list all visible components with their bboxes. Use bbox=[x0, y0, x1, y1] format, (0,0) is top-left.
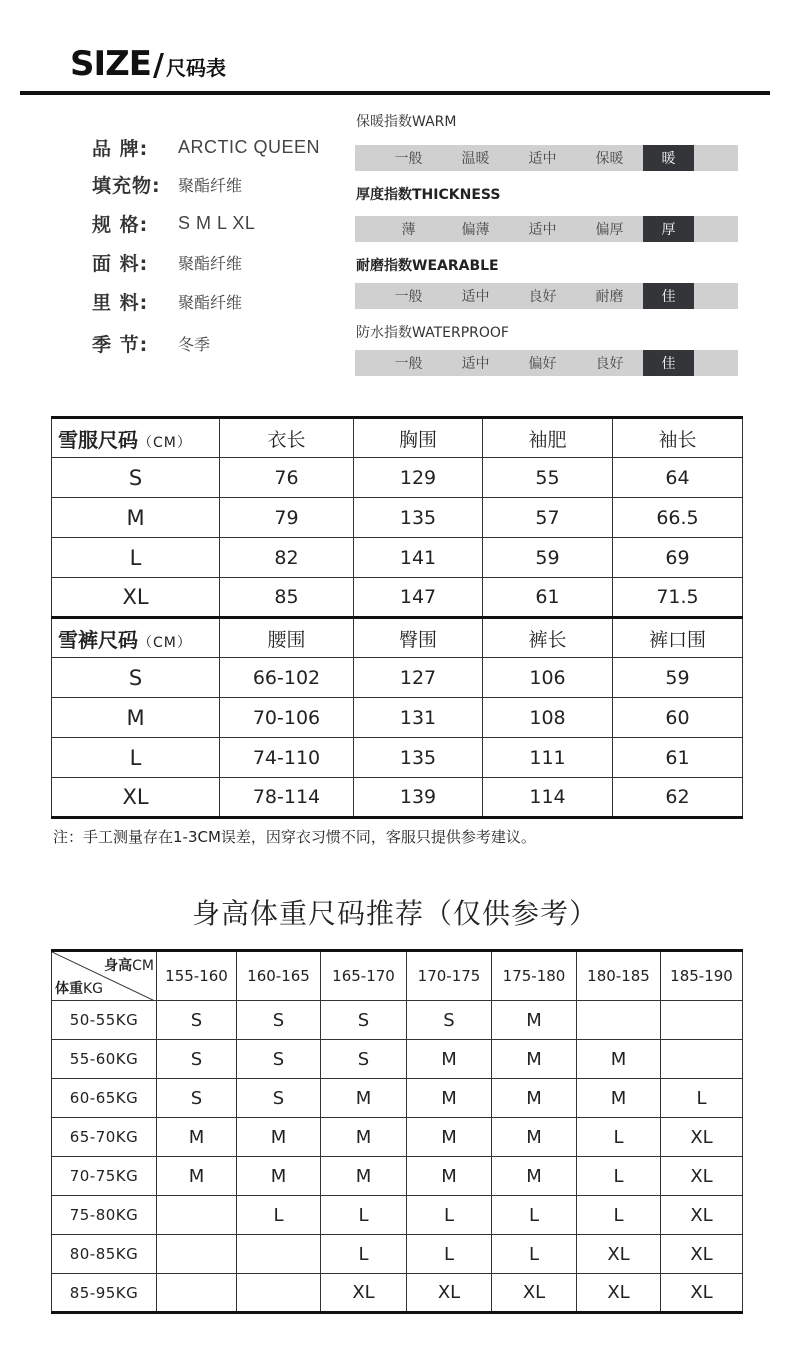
table-cell: 66-102 bbox=[220, 658, 354, 698]
table-cell: 60 bbox=[613, 698, 743, 738]
spec-brand bbox=[92, 134, 320, 161]
size-cell: S bbox=[237, 1079, 321, 1118]
size-cell: L bbox=[237, 1196, 321, 1235]
index-level: 一般 bbox=[394, 289, 423, 305]
size-cell: M bbox=[492, 1118, 577, 1157]
height-column-header: 160-165 bbox=[237, 951, 321, 1001]
spec-label: 里 料: bbox=[92, 292, 149, 314]
size-cell bbox=[157, 1274, 237, 1313]
height-column-header: 165-170 bbox=[321, 951, 407, 1001]
size-cell: M bbox=[407, 1079, 492, 1118]
size-label: M bbox=[52, 698, 220, 738]
weight-axis-label bbox=[55, 978, 103, 998]
size-cell bbox=[237, 1274, 321, 1313]
jacket-header-row bbox=[52, 418, 743, 458]
size-cell bbox=[661, 1040, 743, 1079]
size-cell: S bbox=[157, 1040, 237, 1079]
size-cell: XL bbox=[661, 1157, 743, 1196]
size-cell: S bbox=[321, 1040, 407, 1079]
table-cell: 62 bbox=[613, 778, 743, 818]
table-cell: 106 bbox=[483, 658, 613, 698]
size-cell: XL bbox=[492, 1274, 577, 1313]
size-label: XL bbox=[52, 778, 220, 818]
spec-label: 品 牌: bbox=[92, 138, 149, 160]
table-cell: 108 bbox=[483, 698, 613, 738]
spec-value: 聚酯纤维 bbox=[178, 254, 243, 273]
size-cell: XL bbox=[661, 1235, 743, 1274]
size-cell: M bbox=[492, 1157, 577, 1196]
spec-sizes bbox=[92, 210, 255, 237]
size-cell: XL bbox=[321, 1274, 407, 1313]
table-row bbox=[52, 1001, 743, 1040]
size-cell bbox=[237, 1235, 321, 1274]
size-cell: XL bbox=[577, 1235, 661, 1274]
table-cell: 135 bbox=[354, 738, 483, 778]
index-level: 偏薄 bbox=[461, 222, 490, 238]
index-level: 耐磨 bbox=[595, 289, 624, 305]
index-level: 偏厚 bbox=[595, 222, 624, 238]
weight-row-label: 50-55KG bbox=[52, 1001, 157, 1040]
height-axis-label bbox=[104, 955, 154, 975]
weight-label: 体重 bbox=[55, 981, 83, 997]
table-cell: 82 bbox=[220, 538, 354, 578]
index-level: 温暖 bbox=[461, 151, 490, 167]
height-column-header: 185-190 bbox=[661, 951, 743, 1001]
jacket-size-header bbox=[52, 418, 220, 458]
size-cell: L bbox=[577, 1118, 661, 1157]
size-cell: S bbox=[157, 1001, 237, 1040]
index-level: 良好 bbox=[528, 289, 557, 305]
waterproof-index-bar bbox=[355, 350, 738, 376]
size-cell: M bbox=[407, 1118, 492, 1157]
table-cell: 59 bbox=[613, 658, 743, 698]
size-cell: XL bbox=[661, 1196, 743, 1235]
spec-value: ARCTIC QUEEN bbox=[178, 137, 321, 157]
index-level: 适中 bbox=[528, 222, 557, 238]
column-header: 衣长 bbox=[220, 418, 354, 458]
height-column-header: 155-160 bbox=[157, 951, 237, 1001]
size-cell: L bbox=[661, 1079, 743, 1118]
table-row bbox=[52, 738, 743, 778]
table-row bbox=[52, 778, 743, 818]
table-cell: 64 bbox=[613, 458, 743, 498]
measurement-table bbox=[51, 416, 743, 819]
size-cell: S bbox=[407, 1001, 492, 1040]
table-cell: 127 bbox=[354, 658, 483, 698]
table-cell: 70-106 bbox=[220, 698, 354, 738]
table-cell: 78-114 bbox=[220, 778, 354, 818]
spec-fabric bbox=[92, 249, 242, 276]
weight-row-label: 80-85KG bbox=[52, 1235, 157, 1274]
index-level-selected: 佳 bbox=[643, 350, 694, 376]
wearable-index-title: 耐磨指数WEARABLE bbox=[356, 258, 499, 274]
spec-lining bbox=[92, 288, 242, 315]
column-header: 袖长 bbox=[613, 418, 743, 458]
size-title: SIZE bbox=[70, 44, 152, 84]
table-cell: 76 bbox=[220, 458, 354, 498]
table-cell: 61 bbox=[613, 738, 743, 778]
size-cell: L bbox=[321, 1196, 407, 1235]
spec-season bbox=[92, 330, 210, 357]
column-header: 裤长 bbox=[483, 618, 613, 658]
table-cell: 147 bbox=[354, 578, 483, 618]
table-cell: 74-110 bbox=[220, 738, 354, 778]
spec-label: 面 料: bbox=[92, 253, 149, 275]
size-cell: M bbox=[492, 1079, 577, 1118]
table-row bbox=[52, 1235, 743, 1274]
warm-index-title: 保暖指数WARM bbox=[356, 114, 457, 130]
size-label: S bbox=[52, 458, 220, 498]
size-cell: M bbox=[237, 1118, 321, 1157]
index-level: 良好 bbox=[595, 356, 624, 372]
size-cell: L bbox=[321, 1235, 407, 1274]
size-cell: M bbox=[321, 1079, 407, 1118]
table-cell: 141 bbox=[354, 538, 483, 578]
wearable-index-bar bbox=[355, 283, 738, 309]
spec-value: 冬季 bbox=[178, 335, 211, 354]
size-cell: XL bbox=[661, 1274, 743, 1313]
size-cell bbox=[577, 1001, 661, 1040]
size-label: S bbox=[52, 658, 220, 698]
spec-value: 聚酯纤维 bbox=[178, 176, 243, 195]
weight-row-label: 70-75KG bbox=[52, 1157, 157, 1196]
table-row bbox=[52, 698, 743, 738]
size-cell: M bbox=[492, 1001, 577, 1040]
size-cell: S bbox=[237, 1040, 321, 1079]
table-row bbox=[52, 538, 743, 578]
size-label: M bbox=[52, 498, 220, 538]
table-cell: 66.5 bbox=[613, 498, 743, 538]
size-cell: M bbox=[407, 1040, 492, 1079]
size-cell: M bbox=[321, 1157, 407, 1196]
column-header: 腰围 bbox=[220, 618, 354, 658]
height-column-header: 170-175 bbox=[407, 951, 492, 1001]
pants-size-header bbox=[52, 618, 220, 658]
size-cell: XL bbox=[407, 1274, 492, 1313]
recommend-table bbox=[51, 949, 743, 1314]
warm-index-bar bbox=[355, 145, 738, 171]
thickness-index-bar bbox=[355, 216, 738, 242]
spec-value: 聚酯纤维 bbox=[178, 293, 243, 312]
size-cell: M bbox=[407, 1157, 492, 1196]
title-slash: / bbox=[153, 48, 164, 83]
table-cell: 61 bbox=[483, 578, 613, 618]
table-cell: 59 bbox=[483, 538, 613, 578]
height-unit: CM bbox=[132, 958, 154, 974]
table-cell: 131 bbox=[354, 698, 483, 738]
table-cell: 129 bbox=[354, 458, 483, 498]
table-row bbox=[52, 1274, 743, 1313]
size-cell bbox=[661, 1001, 743, 1040]
table-row bbox=[52, 578, 743, 618]
size-cell: M bbox=[237, 1157, 321, 1196]
column-header: 袖肥 bbox=[483, 418, 613, 458]
column-header: 裤口围 bbox=[613, 618, 743, 658]
weight-row-label: 55-60KG bbox=[52, 1040, 157, 1079]
index-level-selected: 暖 bbox=[643, 145, 694, 171]
index-level: 适中 bbox=[461, 289, 490, 305]
table-cell: 57 bbox=[483, 498, 613, 538]
table-cell: 55 bbox=[483, 458, 613, 498]
recommend-header-row bbox=[52, 951, 743, 1001]
weight-row-label: 85-95KG bbox=[52, 1274, 157, 1313]
index-level: 一般 bbox=[394, 356, 423, 372]
weight-row-label: 65-70KG bbox=[52, 1118, 157, 1157]
size-cell bbox=[157, 1196, 237, 1235]
size-cell: L bbox=[407, 1196, 492, 1235]
height-column-header: 180-185 bbox=[577, 951, 661, 1001]
unit-label: （CM） bbox=[138, 434, 192, 451]
height-label: 身高 bbox=[104, 958, 133, 974]
table-row bbox=[52, 1040, 743, 1079]
size-cell: M bbox=[577, 1040, 661, 1079]
spec-label: 填充物: bbox=[92, 175, 161, 197]
table-row bbox=[52, 498, 743, 538]
size-cell: XL bbox=[577, 1274, 661, 1313]
index-level: 适中 bbox=[528, 151, 557, 167]
corner-header bbox=[52, 951, 157, 1001]
spec-value: S M L XL bbox=[178, 213, 256, 233]
index-level: 一般 bbox=[394, 151, 423, 167]
table-row bbox=[52, 658, 743, 698]
size-cell: S bbox=[321, 1001, 407, 1040]
size-label: XL bbox=[52, 578, 220, 618]
index-level: 适中 bbox=[461, 356, 490, 372]
size-cell: XL bbox=[661, 1118, 743, 1157]
pants-title: 雪裤尺码 bbox=[58, 627, 138, 652]
table-cell: 69 bbox=[613, 538, 743, 578]
size-cell: M bbox=[492, 1040, 577, 1079]
table-row bbox=[52, 1118, 743, 1157]
spec-filling bbox=[92, 171, 242, 198]
size-cell: L bbox=[577, 1157, 661, 1196]
jacket-title: 雪服尺码 bbox=[58, 427, 138, 452]
page-header bbox=[70, 44, 226, 88]
size-cell: L bbox=[577, 1196, 661, 1235]
weight-row-label: 75-80KG bbox=[52, 1196, 157, 1235]
unit-label: （CM） bbox=[138, 634, 192, 651]
measurement-note: 注：手工测量存在1-3CM误差，因穿衣习惯不同，客服只提供参考建议。 bbox=[53, 828, 536, 846]
index-level-selected: 厚 bbox=[643, 216, 694, 242]
size-cell: M bbox=[577, 1079, 661, 1118]
size-label: L bbox=[52, 538, 220, 578]
thickness-index-title: 厚度指数THICKNESS bbox=[356, 187, 501, 203]
index-level: 保暖 bbox=[595, 151, 624, 167]
recommend-title: 身高体重尺码推荐（仅供参考） bbox=[191, 897, 598, 930]
size-label: L bbox=[52, 738, 220, 778]
index-level: 偏好 bbox=[528, 356, 557, 372]
height-column-header: 175-180 bbox=[492, 951, 577, 1001]
table-row bbox=[52, 458, 743, 498]
size-cell bbox=[157, 1235, 237, 1274]
waterproof-index-title: 防水指数WATERPROOF bbox=[356, 325, 509, 341]
size-cell: S bbox=[157, 1079, 237, 1118]
index-level: 薄 bbox=[401, 222, 416, 238]
pants-header-row bbox=[52, 618, 743, 658]
weight-unit: KG bbox=[83, 981, 104, 997]
size-cell: M bbox=[157, 1118, 237, 1157]
size-cell: L bbox=[492, 1196, 577, 1235]
header-divider bbox=[20, 91, 770, 95]
table-cell: 71.5 bbox=[613, 578, 743, 618]
table-row bbox=[52, 1157, 743, 1196]
size-cell: S bbox=[237, 1001, 321, 1040]
size-cell: L bbox=[492, 1235, 577, 1274]
weight-row-label: 60-65KG bbox=[52, 1079, 157, 1118]
table-cell: 85 bbox=[220, 578, 354, 618]
column-header: 胸围 bbox=[354, 418, 483, 458]
size-cell: M bbox=[321, 1118, 407, 1157]
size-subtitle: 尺码表 bbox=[166, 56, 226, 80]
spec-label: 季 节: bbox=[92, 334, 149, 356]
table-cell: 79 bbox=[220, 498, 354, 538]
table-row bbox=[52, 1079, 743, 1118]
table-cell: 114 bbox=[483, 778, 613, 818]
spec-label: 规 格: bbox=[92, 214, 149, 236]
table-row bbox=[52, 1196, 743, 1235]
table-cell: 111 bbox=[483, 738, 613, 778]
index-level-selected: 佳 bbox=[643, 283, 694, 309]
size-cell: M bbox=[157, 1157, 237, 1196]
size-cell: L bbox=[407, 1235, 492, 1274]
table-cell: 135 bbox=[354, 498, 483, 538]
column-header: 臀围 bbox=[354, 618, 483, 658]
table-cell: 139 bbox=[354, 778, 483, 818]
